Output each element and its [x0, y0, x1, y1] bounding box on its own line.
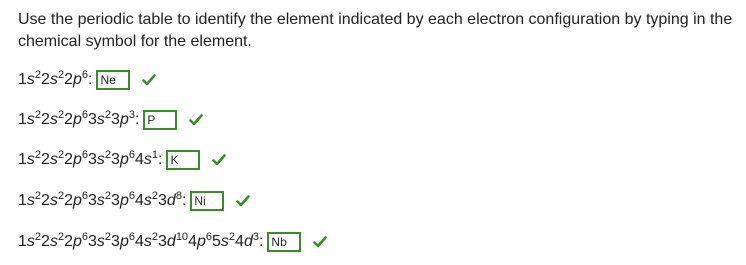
orbital-letter: d — [243, 233, 253, 250]
electron-count: 2 — [104, 109, 112, 121]
shell-number: 2 — [41, 151, 50, 168]
electron-count: 6 — [128, 231, 135, 243]
electron-count: 6 — [205, 231, 212, 243]
orbital-letter: p — [72, 111, 82, 128]
shell-number: 3 — [88, 151, 97, 168]
orbital-letter: s — [26, 151, 35, 168]
electron-count: 2 — [228, 231, 236, 243]
shell-number: 4 — [134, 233, 144, 250]
orbital-letter: s — [220, 233, 229, 250]
shell-number: 2 — [64, 151, 73, 168]
orbital-letter: d — [166, 192, 176, 209]
shell-number: 3 — [158, 233, 167, 250]
shell-number: 2 — [41, 71, 50, 88]
shell-number: 3 — [111, 192, 120, 209]
shell-number: 1 — [18, 192, 27, 209]
orbital-letter: s — [96, 192, 105, 209]
orbital-letter: s — [96, 151, 105, 168]
orbital-letter: s — [49, 151, 58, 168]
question-row — [18, 67, 156, 93]
shell-number: 4 — [235, 233, 244, 250]
orbital-letter: s — [26, 111, 35, 128]
instructions-text: Use the periodic table to identify the element indicated by each electron configuration by typing in the chemical symbol for the element. — [18, 11, 733, 50]
shell-number: 2 — [41, 233, 50, 250]
shell-number: 2 — [41, 111, 50, 128]
shell-number: 3 — [111, 233, 120, 250]
shell-number: 5 — [212, 233, 221, 250]
electron-count: 2 — [34, 149, 42, 161]
separator: : — [88, 71, 93, 88]
question-row — [18, 229, 327, 255]
electron-count: 2 — [57, 231, 65, 243]
orbital-letter: s — [143, 192, 152, 209]
electron-count: 6 — [81, 231, 88, 243]
separator: : — [258, 233, 264, 250]
orbital-letter: s — [49, 111, 58, 128]
checkmark-icon — [313, 235, 327, 249]
orbital-letter: s — [96, 233, 105, 250]
shell-number: 4 — [134, 151, 144, 168]
electron-count: 2 — [104, 231, 112, 243]
shell-number: 3 — [88, 111, 97, 128]
orbital-letter: s — [143, 151, 152, 168]
shell-number: 3 — [88, 192, 97, 209]
shell-number: 1 — [18, 111, 27, 128]
shell-number: 4 — [188, 233, 197, 250]
electron-count: 3 — [128, 109, 135, 121]
shell-number: 2 — [64, 233, 73, 250]
orbital-letter: s — [26, 71, 35, 88]
electron-count: 2 — [57, 149, 65, 161]
orbital-letter: p — [72, 151, 82, 168]
orbital-letter: d — [166, 233, 176, 250]
separator: : — [181, 192, 187, 209]
orbital-letter: p — [72, 192, 82, 209]
electron-count: 6 — [128, 190, 135, 202]
orbital-letter: p — [72, 233, 82, 250]
shell-number: 1 — [18, 71, 27, 88]
checkmark-icon — [236, 194, 250, 208]
electron-configuration — [18, 151, 158, 169]
electron-count: 6 — [81, 190, 88, 202]
electron-count: 6 — [81, 109, 88, 121]
orbital-letter: s — [96, 111, 105, 128]
electron-count: 2 — [57, 109, 65, 121]
electron-count: 2 — [151, 190, 158, 202]
orbital-letter: s — [26, 233, 35, 250]
electron-count: 8 — [175, 190, 182, 202]
answer-input[interactable] — [166, 150, 200, 170]
electron-count: 2 — [57, 190, 65, 202]
answer-input[interactable] — [190, 191, 224, 211]
orbital-letter: p — [119, 111, 129, 128]
question-row — [18, 107, 203, 133]
electron-count: 10 — [175, 231, 189, 243]
answer-input[interactable] — [96, 70, 130, 90]
orbital-letter: s — [26, 192, 35, 209]
separator: : — [158, 151, 163, 168]
checkmark-icon — [212, 153, 226, 167]
orbital-letter: p — [119, 151, 129, 168]
electron-count: 6 — [128, 149, 135, 161]
electron-count: 1 — [151, 149, 158, 161]
electron-count: 2 — [104, 149, 112, 161]
shell-number: 2 — [41, 192, 50, 209]
electron-configuration — [18, 192, 182, 210]
checkmark-icon — [142, 73, 156, 87]
electron-count: 2 — [151, 231, 158, 243]
orbital-letter: p — [72, 71, 82, 88]
electron-count: 2 — [34, 69, 42, 81]
shell-number: 1 — [18, 233, 27, 250]
answer-input[interactable] — [143, 110, 177, 130]
shell-number: 3 — [111, 151, 120, 168]
shell-number: 2 — [64, 111, 73, 128]
electron-count: 3 — [252, 231, 259, 243]
electron-count: 2 — [104, 190, 112, 202]
question-row — [18, 188, 250, 214]
orbital-letter: s — [143, 233, 152, 250]
orbital-letter: p — [119, 233, 129, 250]
orbital-letter: s — [49, 192, 58, 209]
electron-count: 6 — [81, 69, 88, 81]
shell-number: 2 — [64, 192, 73, 209]
checkmark-icon — [189, 113, 203, 127]
shell-number: 3 — [88, 233, 97, 250]
electron-count: 2 — [57, 69, 65, 81]
shell-number: 3 — [158, 192, 167, 209]
electron-count: 2 — [34, 231, 42, 243]
orbital-letter: s — [49, 71, 58, 88]
electron-count: 2 — [34, 109, 42, 121]
electron-count: 6 — [81, 149, 88, 161]
shell-number: 3 — [111, 111, 120, 128]
orbital-letter: p — [119, 192, 129, 209]
shell-number: 4 — [134, 192, 144, 209]
electron-configuration — [18, 233, 259, 251]
orbital-letter: p — [196, 233, 206, 250]
question-row — [18, 147, 226, 173]
electron-count: 2 — [34, 190, 42, 202]
electron-configuration — [18, 111, 135, 129]
shell-number: 2 — [64, 71, 73, 88]
separator: : — [134, 111, 140, 128]
orbital-letter: s — [49, 233, 58, 250]
answer-input[interactable] — [267, 232, 301, 252]
shell-number: 1 — [18, 151, 27, 168]
electron-configuration — [18, 71, 88, 89]
